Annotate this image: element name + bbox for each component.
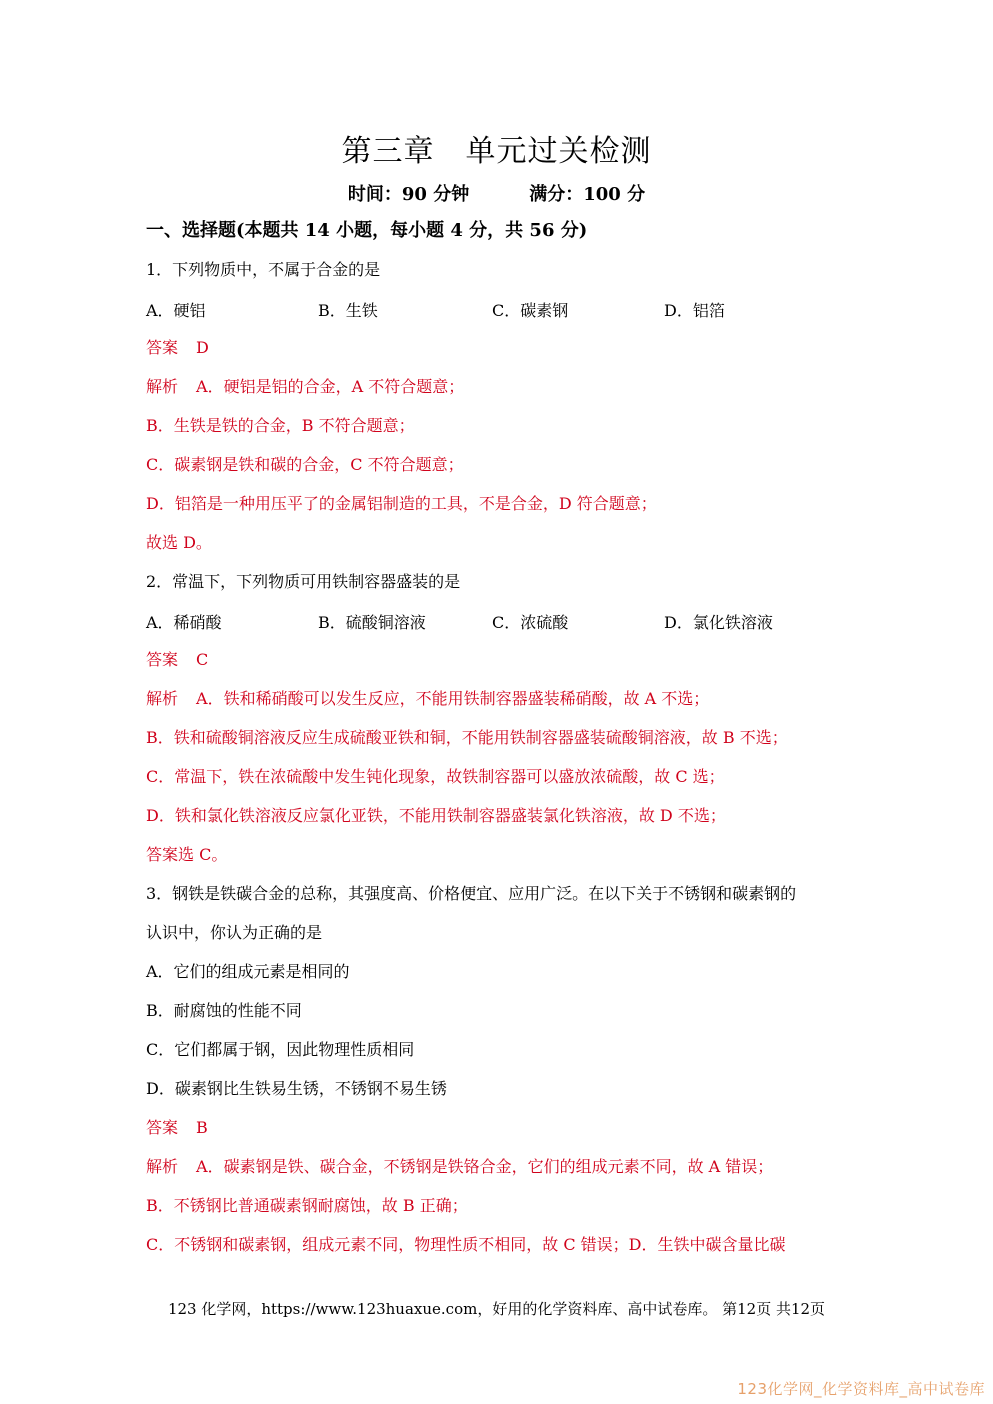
q2-analysis-4: D．铁和氯化铁溶液反应氯化亚铁，不能用铁制容器盛装氯化铁溶液，故 D 不选； [146,806,726,825]
q2-analysis-label: 解析 [146,689,179,708]
q2-option-d: D．氯化铁溶液 [664,613,773,632]
q2-analysis-2: B．铁和硫酸铜溶液反应生成硫酸亚铁和铜，不能用铁制容器盛装硫酸铜溶液，故 B 不选； [146,728,788,747]
q3-stem-line2: 认识中，你认为正确的是 [146,923,323,942]
q1-analysis-text: A．硬铝是铝的合金，A 不符合题意； [196,377,465,396]
page-title: 第三章 单元过关检测 [341,134,652,169]
q2-analysis-text: A．铁和稀硝酸可以发生反应，不能用铁制容器盛装稀硝酸，故 A 不选； [196,689,710,708]
q2-stem: 2．常温下，下列物质可用铁制容器盛装的是 [146,572,461,591]
q1-analysis-1 [146,376,464,398]
q3-option-d: D．碳素钢比生铁易生锈，不锈钢不易生锈 [146,1079,447,1098]
site-watermark: 123化学网_化学资料库_高中试卷库 [737,1380,985,1398]
q1-stem: 1．下列物质中，不属于合金的是 [146,260,381,279]
q3-analysis-1 [146,1156,773,1178]
q1-answer-value: D [196,338,209,357]
q2-answer [146,649,208,671]
q3-analysis-3: C．不锈钢和碳素钢，组成元素不同，物理性质不相同，故 C 错误；D．生铁中碳含量比碳 [146,1235,786,1254]
q1-analysis-2: B．生铁是铁的合金，B 不符合题意； [146,416,415,435]
q2-analysis-5: 答案选 C。 [146,845,228,864]
q1-option-b: B．生铁 [318,301,378,320]
q1-option-c: C．碳素钢 [492,301,569,320]
q1-analysis-label: 解析 [146,377,179,396]
exam-score: 满分：100 分 [529,184,646,205]
q2-answer-label: 答案 [146,650,179,669]
q2-answer-value: C [196,650,209,669]
q1-answer [146,337,209,359]
q1-analysis-3: C．碳素钢是铁和碳的合金，C 不符合题意； [146,455,464,474]
section-header: 一、选择题(本题共 14 小题，每小题 4 分，共 56 分) [146,220,588,241]
q3-analysis-label: 解析 [146,1157,179,1176]
q3-answer [146,1117,208,1139]
q2-analysis-3: C．常温下，铁在浓硫酸中发生钝化现象，故铁制容器可以盛放浓硫酸，故 C 选； [146,767,725,786]
q1-analysis-4: D．铝箔是一种用压平了的金属铝制造的工具，不是合金，D 符合题意； [146,494,657,513]
q1-answer-label: 答案 [146,338,179,357]
q3-option-c: C．它们都属于钢，因此物理性质相同 [146,1040,415,1059]
exam-time: 时间：90 分钟 [347,184,470,205]
q3-answer-value: B [196,1118,208,1137]
q1-option-a: A．硬铝 [146,301,206,320]
q2-option-b: B．硫酸铜溶液 [318,613,426,632]
q3-analysis-2: B．不锈钢比普通碳素钢耐腐蚀，故 B 正确； [146,1196,468,1215]
exam-info [0,180,993,206]
q3-option-b: B．耐腐蚀的性能不同 [146,1001,302,1020]
q3-answer-label: 答案 [146,1118,179,1137]
q2-option-a: A．稀硝酸 [146,613,222,632]
q1-option-d: D．铝箔 [664,301,725,320]
page-footer: 123 化学网，https://www.123huaxue.com，好用的化学资料库、高中试卷库。 第12页 共12页 [167,1300,826,1318]
q1-analysis-5: 故选 D。 [146,533,212,552]
q2-analysis-1 [146,688,709,710]
q3-option-a: A．它们的组成元素是相同的 [146,962,350,981]
q3-analysis-text: A．碳素钢是铁、碳合金，不锈钢是铁铬合金，它们的组成元素不同，故 A 错误； [196,1157,774,1176]
q3-stem-line1: 3．钢铁是铁碳合金的总称，其强度高、价格便宜、应用广泛。在以下关于不锈钢和碳素钢的 [146,884,797,903]
q2-option-c: C．浓硫酸 [492,613,569,632]
